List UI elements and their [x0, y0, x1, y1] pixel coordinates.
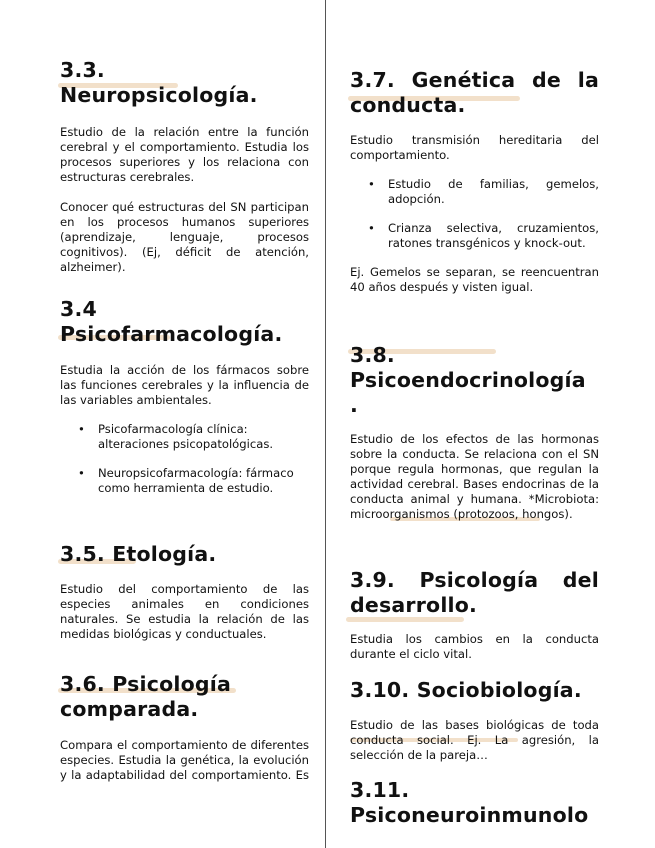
section-heading: Neuropsicología.	[60, 83, 258, 107]
bullet-icon: •	[78, 466, 85, 480]
section-heading: 3.5. Etología.	[60, 542, 217, 566]
section-title	[350, 68, 599, 118]
section-title	[60, 297, 309, 347]
section-number: 3.4	[60, 297, 97, 321]
section-paragraph: Estudia la acción de los fármacos sobre las funciones cerebrales y la influencia de las variables ambientales.	[60, 363, 309, 407]
bullet-icon: •	[78, 422, 85, 436]
section-number: 3.7. Genética de la	[350, 68, 599, 92]
section-number: 3.9. Psicología del	[350, 568, 599, 592]
bullet-list	[350, 177, 599, 251]
section-psicologia-comparada	[60, 672, 309, 783]
section-paragraph: Estudio de la relación entre la función cerebral y el comportamiento. Estudia los procesos superiores y los relaciona con estructuras cerebrales.	[60, 125, 309, 184]
section-neuropsicologia	[60, 58, 309, 275]
section-heading: comparada.	[60, 697, 199, 721]
section-heading: Psicofarmacología.	[60, 322, 283, 346]
section-paragraph: Estudia los cambios en la conducta durante el ciclo vital.	[350, 632, 599, 661]
section-paragraph: Estudio transmisión hereditaria del comportamiento.	[350, 133, 599, 162]
section-heading: desarrollo.	[350, 593, 478, 617]
section-title	[350, 568, 599, 618]
section-heading: conducta.	[350, 93, 466, 117]
section-paragraph: Conocer qué estructuras del SN participan en los procesos humanos superiores (aprendizaje, lenguaje, procesos cognitivos). (Ej, déficit de atención, alzheimer).	[60, 200, 309, 274]
section-psicologia-desarrollo	[350, 568, 599, 662]
section-title	[60, 542, 309, 567]
section-heading: Psicoendocrinología	[350, 368, 586, 392]
section-heading: 3.10. Sociobiología.	[350, 678, 582, 702]
section-psicofarmacologia	[60, 297, 309, 496]
list-item: • Crianza selectiva, cruzamientos, ratones transgénicos y knock-out.	[368, 221, 599, 250]
section-heading-cont: .	[350, 393, 358, 417]
section-title	[350, 678, 599, 703]
list-item: • Neuropsicofarmacología: fármaco como herramienta de estudio.	[78, 466, 294, 495]
section-paragraph: Ej. Gemelos se separan, se reencuentran 40 años después y visten igual.	[350, 265, 599, 294]
bullet-icon: •	[368, 177, 375, 191]
section-sociobiologia	[350, 678, 599, 763]
list-item: • Estudio de familias, gemelos, adopción.	[368, 177, 599, 206]
section-title	[350, 778, 599, 828]
bullet-icon: •	[368, 221, 375, 235]
section-title	[60, 58, 309, 108]
section-etologia	[60, 542, 309, 642]
section-paragraph: Estudio del comportamiento de las especies animales en condiciones naturales. Se estudia la relación de las medidas biológicas y conductuales.	[60, 582, 309, 641]
section-heading: Psiconeuroinmunolo	[350, 803, 589, 827]
section-paragraph: Estudio de las bases biológicas de toda conducta social. Ej. La agresión, la selección de la pareja…	[350, 718, 599, 762]
section-title	[60, 672, 309, 722]
section-number: 3.11.	[350, 778, 410, 802]
section-title	[350, 343, 599, 418]
section-paragraph: Compara el comportamiento de diferentes especies. Estudia la genética, la evolución y la adaptabilidad del comportamiento. Es	[60, 738, 309, 782]
section-psiconeuroinmunologia	[350, 778, 599, 828]
section-number: 3.6. Psicología	[60, 672, 232, 696]
section-psicoendocrinologia	[350, 343, 599, 522]
column-divider	[325, 0, 326, 848]
list-item: • Psicofarmacología clínica: alteraciones psicopatológicas.	[78, 422, 274, 451]
section-number: 3.8.	[350, 343, 395, 367]
section-paragraph: Estudio de los efectos de las hormonas sobre la conducta. Se relaciona con el SN porque regula hormonas, que regulan la actividad cerebral. Bases endocrinas de la conducta animal y humana. *Microbiota: microorganismos (protozoos, hongos).	[350, 432, 599, 521]
section-genetica-conducta	[350, 68, 599, 295]
section-number: 3.3.	[60, 58, 105, 82]
bullet-list	[60, 422, 309, 496]
